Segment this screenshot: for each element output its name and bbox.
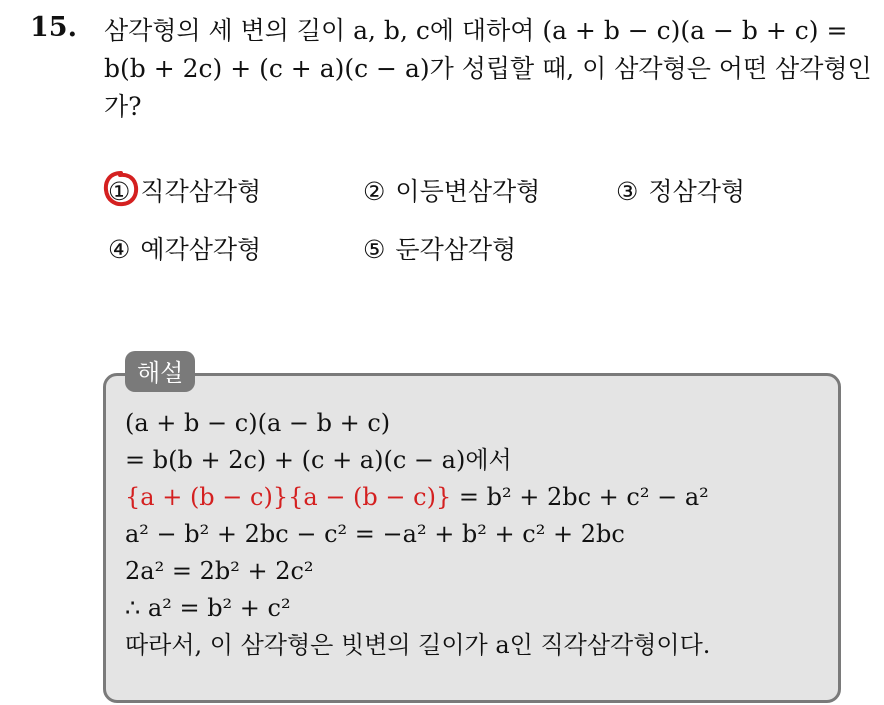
- choice-2[interactable]: [363, 172, 540, 208]
- choice-1-label: 직각삼각형: [140, 177, 262, 206]
- question-line-2: b(b + 2c) + (c + a)(c − a)가 성립할 때, 이 삼각형은 어떤 삼각형인: [104, 54, 872, 83]
- choice-5-number: ⑤: [363, 235, 386, 264]
- solution-label: 해설: [125, 351, 195, 392]
- choice-1-number: ①: [108, 177, 131, 206]
- solution-line-7: 따라서, 이 삼각형은 빗변의 길이가 a인 직각삼각형이다.: [125, 631, 711, 659]
- solution-content: [125, 405, 825, 664]
- choice-1[interactable]: [108, 172, 261, 208]
- solution-line-5: 2a² = 2b² + 2c²: [125, 557, 314, 585]
- question-text: [104, 12, 872, 126]
- choice-5[interactable]: [363, 230, 516, 266]
- red-circle-mark-icon: [102, 170, 140, 208]
- solution-line-3: [125, 479, 825, 516]
- question-line-1: 삼각형의 세 변의 길이 a, b, c에 대하여 (a + b − c)(a − b + c) =: [104, 16, 848, 45]
- choice-3-number: ③: [616, 177, 639, 206]
- question-line-3: 가?: [104, 92, 142, 121]
- choice-4-label: 예각삼각형: [140, 235, 262, 264]
- solution-line-6: ∴ a² = b² + c²: [125, 594, 291, 622]
- choice-4-number: ④: [108, 235, 131, 264]
- choice-4[interactable]: [108, 230, 261, 266]
- solution-line-3-text: {a + (b − c)}{a − (b − c)} = b² + 2bc + c² − a²: [125, 483, 709, 511]
- choice-5-label: 둔각삼각형: [395, 235, 517, 264]
- choice-2-label: 이등변삼각형: [395, 177, 541, 206]
- choice-3[interactable]: [616, 172, 745, 208]
- choice-3-label: 정삼각형: [648, 177, 746, 206]
- solution-line-1: (a + b − c)(a − b + c): [125, 409, 391, 437]
- solution-line-4: a² − b² + 2bc − c² = −a² + b² + c² + 2bc: [125, 520, 625, 548]
- question-number: 15.: [30, 12, 77, 43]
- solution-line-2: = b(b + 2c) + (c + a)(c − a)에서: [125, 446, 512, 474]
- choice-2-number: ②: [363, 177, 386, 206]
